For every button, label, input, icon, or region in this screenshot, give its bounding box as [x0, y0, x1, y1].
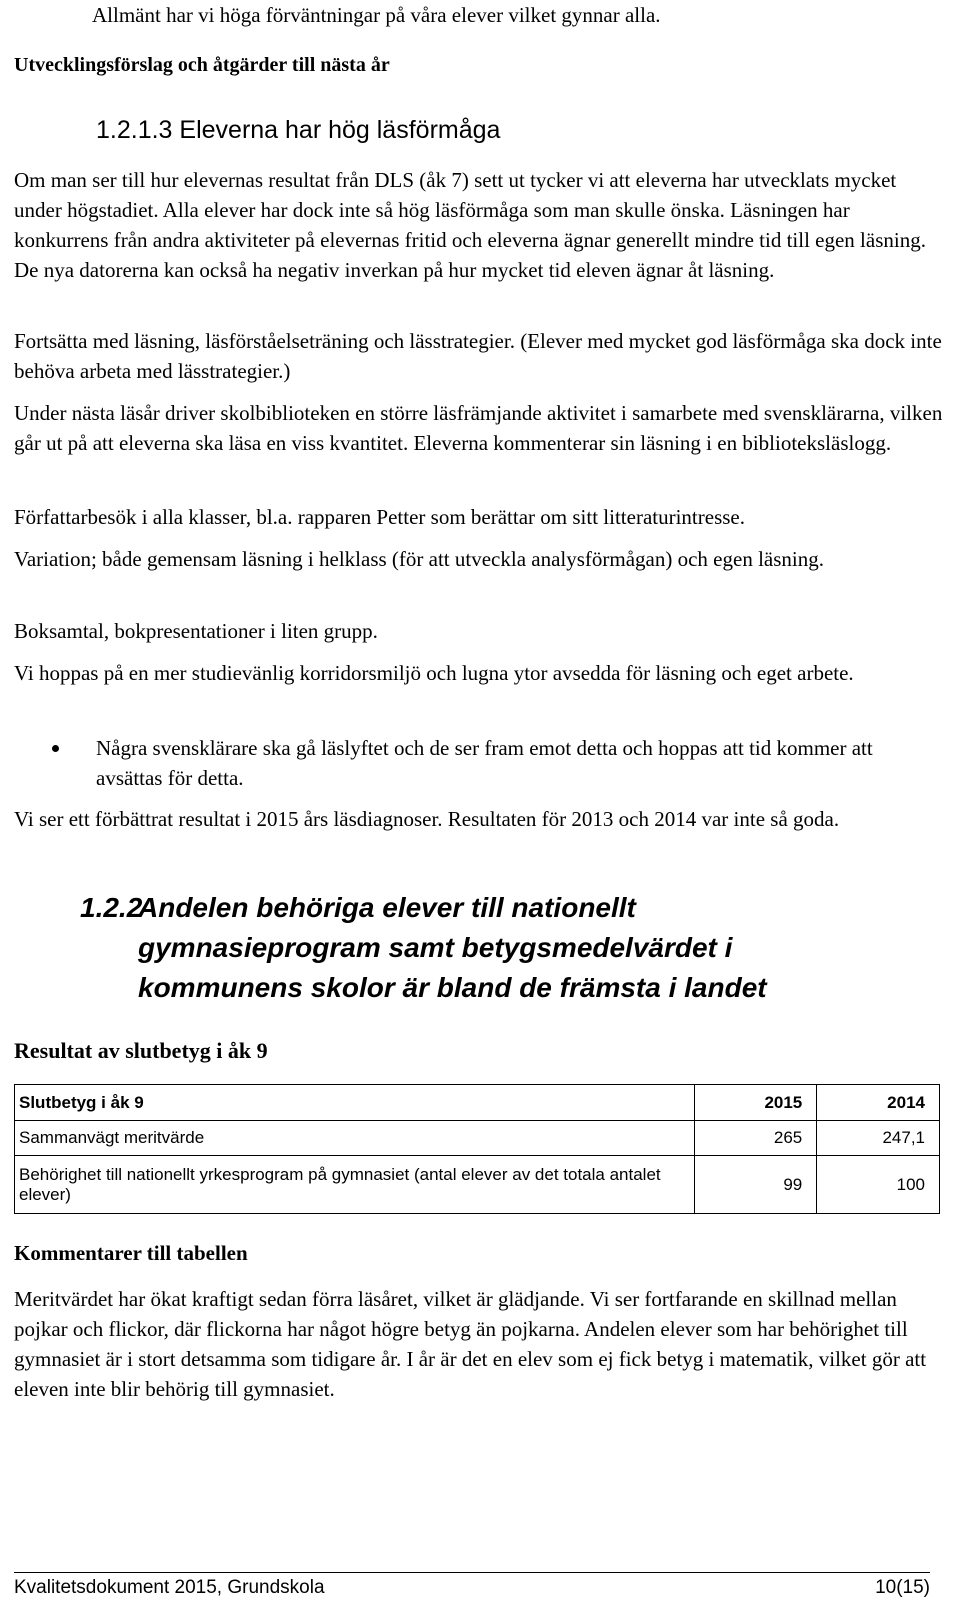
development-heading: Utvecklingsförslag och åtgärder till nästa år [14, 54, 390, 76]
bullet-list-item [52, 733, 932, 793]
table-cell: Sammanvägt meritvärde [15, 1121, 695, 1156]
bullet-icon [52, 745, 59, 752]
paragraph-library-activity: Under nästa läsår driver skolbiblioteken en större läsfrämjande aktivitet i samarbete med svensklärarna, vilken går ut på att eleverna ska läsa en viss kvantitet. Eleverna kommenterar sin läsning i en biblioteksläslogg. [14, 401, 943, 455]
page-footer [14, 1572, 930, 1599]
table-cell: 99 [694, 1156, 817, 1214]
intro-line: Allmänt har vi höga förväntningar på våra elever vilket gynnar alla. [92, 3, 661, 27]
bullet-text: Några svensklärare ska gå läslyftet och de ser fram emot detta och hoppas att tid kommer att avsättas för detta. [96, 736, 873, 790]
paragraph-corridor: Vi hoppas på en mer studievänlig korridorsmiljö och lugna ytor avsedda för läsning och eget arbete. [14, 661, 854, 685]
paragraph-author-visits: Författarbesök i alla klasser, bl.a. rapparen Petter som berättar om sitt litteraturintresse. [14, 505, 746, 529]
grades-table [14, 1084, 940, 1214]
paragraph-diagnosis-results: Vi ser ett förbättrat resultat i 2015 års läsdiagnoser. Resultaten för 2013 och 2014 var inte så goda. [14, 807, 840, 831]
paragraph-comments: Meritvärdet har ökat kraftigt sedan förra läsåret, vilket är glädjande. Vi ser fortfarande en skillnad mellan pojkar och flickor, där flickorna har något högre betyg än pojkarna. Andelen elever som har behörighet till gymnasiet är i stort detsamma som tidigare år. I år är det en elev som ej fick betyg i matematik, vilket gör att eleven inte blir behörig till gymnasiet. [14, 1287, 927, 1401]
paragraph-variation: Variation; både gemensam läsning i helklass (för att utveckla analysförmågan) och egen läsning. [14, 547, 824, 571]
comments-heading: Kommentarer till tabellen [14, 1241, 248, 1265]
table-header-cell: 2014 [817, 1085, 940, 1121]
footer-document-title: Kvalitetsdokument 2015, Grundskola [14, 1577, 325, 1598]
section-title-line: gymnasieprogram samt betygsmedelvärdet i [138, 932, 733, 963]
paragraph-dls-results: Om man ser till hur elevernas resultat från DLS (åk 7) sett ut tycker vi att eleverna har utvecklats mycket under högstadiet. Alla elever har dock inte så hög läsförmåga som man skulle önska. Läsningen har konkurrens från andra aktiviteter på elevernas fritid och eleverna ägnar generellt mindre tid till egen läsning. De nya datorerna kan också ha negativ inverkan på hur mycket tid eleven ägnar åt läsning. [14, 168, 926, 282]
section-heading-1-2-1-3 [96, 115, 500, 145]
section-heading-1-2-2 [80, 888, 767, 1008]
table-cell: 247,1 [817, 1121, 940, 1156]
table-row [15, 1121, 940, 1156]
table-row [15, 1156, 940, 1214]
section-title-line: Andelen behöriga elever till nationellt [138, 892, 636, 923]
paragraph-book-talks: Boksamtal, bokpresentationer i liten grupp. [14, 619, 378, 643]
table-cell: Behörighet till nationellt yrkesprogram på gymnasiet (antal elever av det totala antalet elever) [15, 1156, 695, 1214]
section-title-line: kommunens skolor är bland de främsta i landet [138, 972, 767, 1003]
table-header-row [15, 1085, 940, 1121]
section-number: 1.2.2 [80, 892, 143, 923]
results-heading: Resultat av slutbetyg i åk 9 [14, 1038, 268, 1063]
paragraph-continue-reading: Fortsätta med läsning, läsförståelseträning och lässtrategier. (Elever med mycket god läsförmåga ska dock inte behöva arbeta med lässtrategier.) [14, 329, 942, 383]
section-title: Eleverna har hög läsförmåga [179, 116, 501, 144]
table-header-cell: 2015 [694, 1085, 817, 1121]
table-header-cell: Slutbetyg i åk 9 [15, 1085, 695, 1121]
table-cell: 100 [817, 1156, 940, 1214]
footer-page-number: 10(15) [875, 1577, 930, 1598]
table-cell: 265 [694, 1121, 817, 1156]
section-number: 1.2.1.3 [96, 116, 173, 144]
